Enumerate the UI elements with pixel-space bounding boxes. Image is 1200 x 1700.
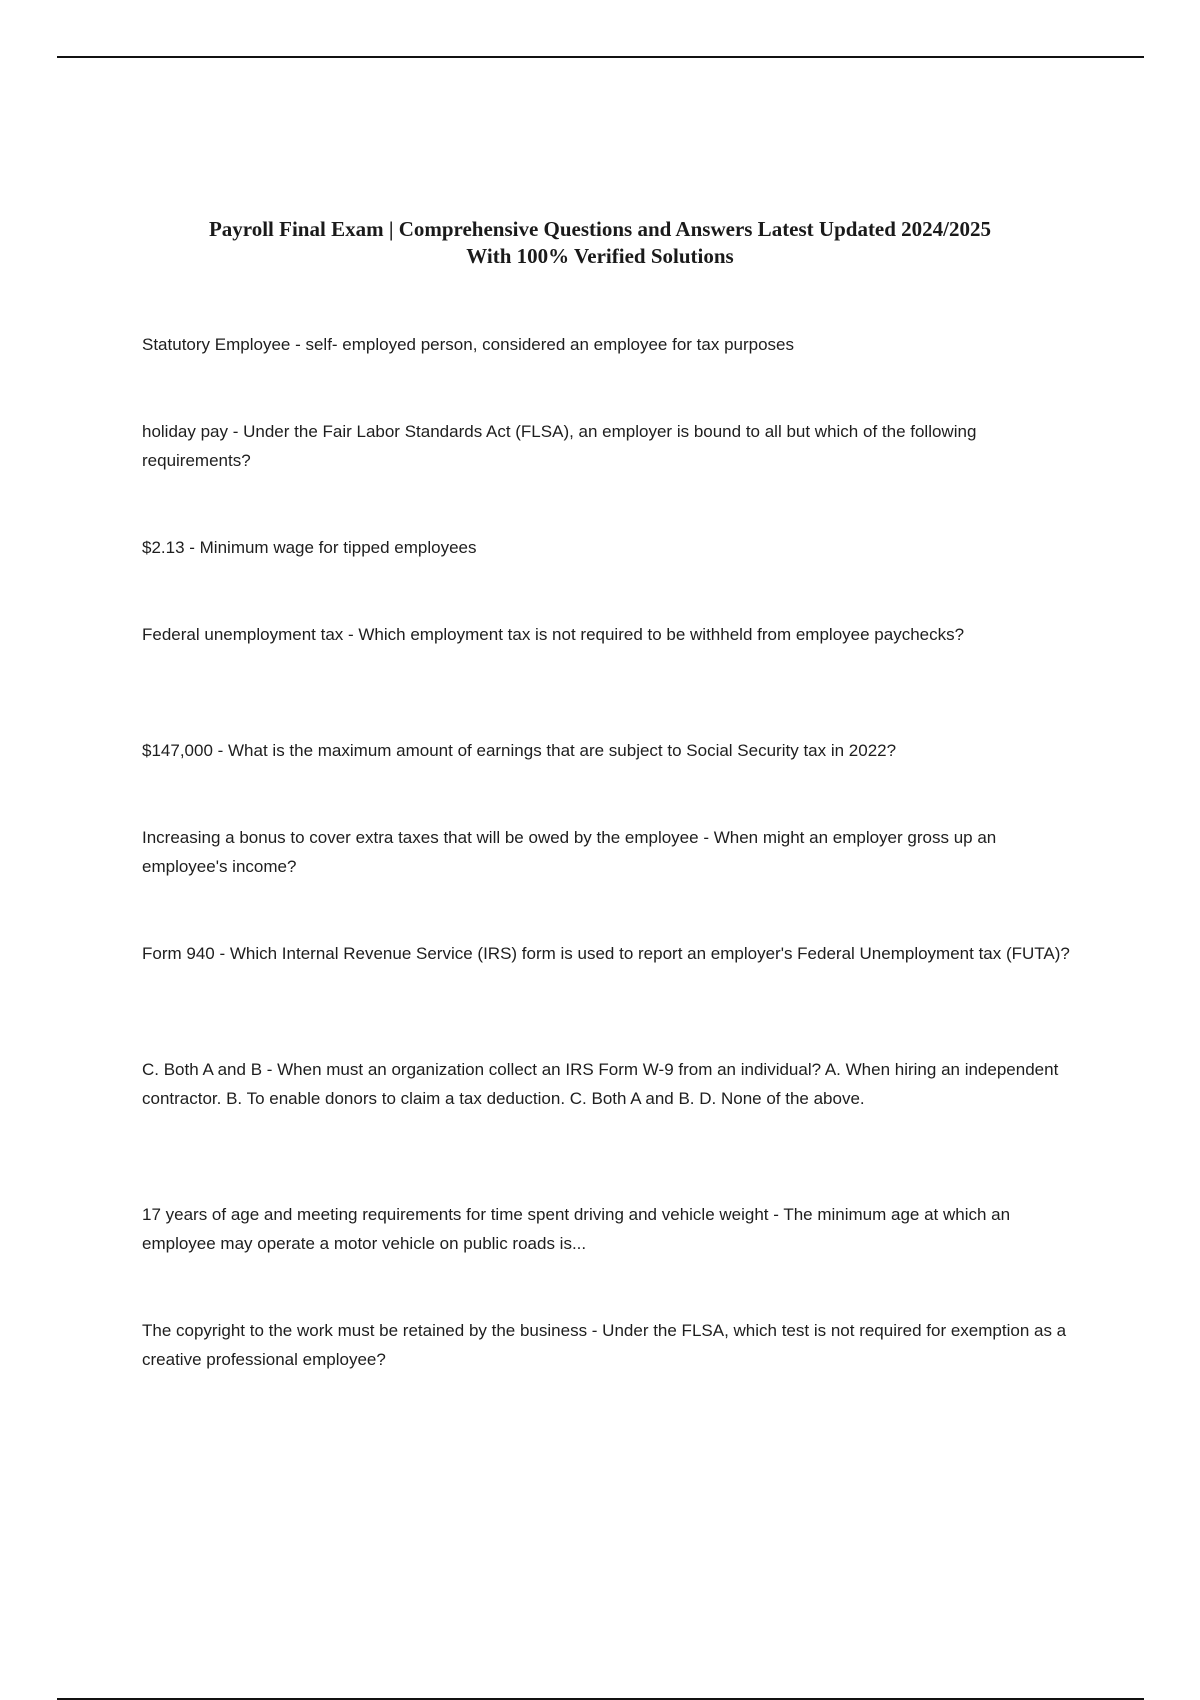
qa-item-9: 17 years of age and meeting requirements for time spent driving and vehicle weight - The minimum age at which an employee may operate a motor vehicle on public roads is... [142,1205,1011,1253]
qa-item-4: Federal unemployment tax - Which employment tax is not required to be withheld from employee paychecks? [142,625,965,644]
qa-item-10: The copyright to the work must be retained by the business - Under the FLSA, which test is not required for exemption as a creative professional employee? [142,1321,1067,1369]
top-rule [57,56,1144,58]
qa-item-7: Form 940 - Which Internal Revenue Service (IRS) form is used to report an employer's Federal Unemployment tax (FUTA)? [142,944,1070,963]
title-line-1: Payroll Final Exam | Comprehensive Questions and Answers Latest Updated 2024/2025 [208,217,992,241]
qa-item-1: Statutory Employee - self- employed person, considered an employee for tax purposes [142,335,795,354]
qa-item-2: holiday pay - Under the Fair Labor Standards Act (FLSA), an employer is bound to all but which of the following requirements? [142,422,977,470]
qa-item-5: $147,000 - What is the maximum amount of earnings that are subject to Social Security tax in 2022? [142,741,897,760]
title-line-2: With 100% Verified Solutions [466,244,734,268]
document-title [100,216,1100,270]
qa-item-6: Increasing a bonus to cover extra taxes that will be owed by the employee - When might an employer gross up an employee's income? [142,828,997,876]
qa-item-8: C. Both A and B - When must an organization collect an IRS Form W-9 from an individual? A. When hiring an independent contractor. B. To enable donors to claim a tax deduction. C. Both A and B. D. None of the above. [142,1060,1059,1108]
qa-item-3: $2.13 - Minimum wage for tipped employees [142,538,477,557]
